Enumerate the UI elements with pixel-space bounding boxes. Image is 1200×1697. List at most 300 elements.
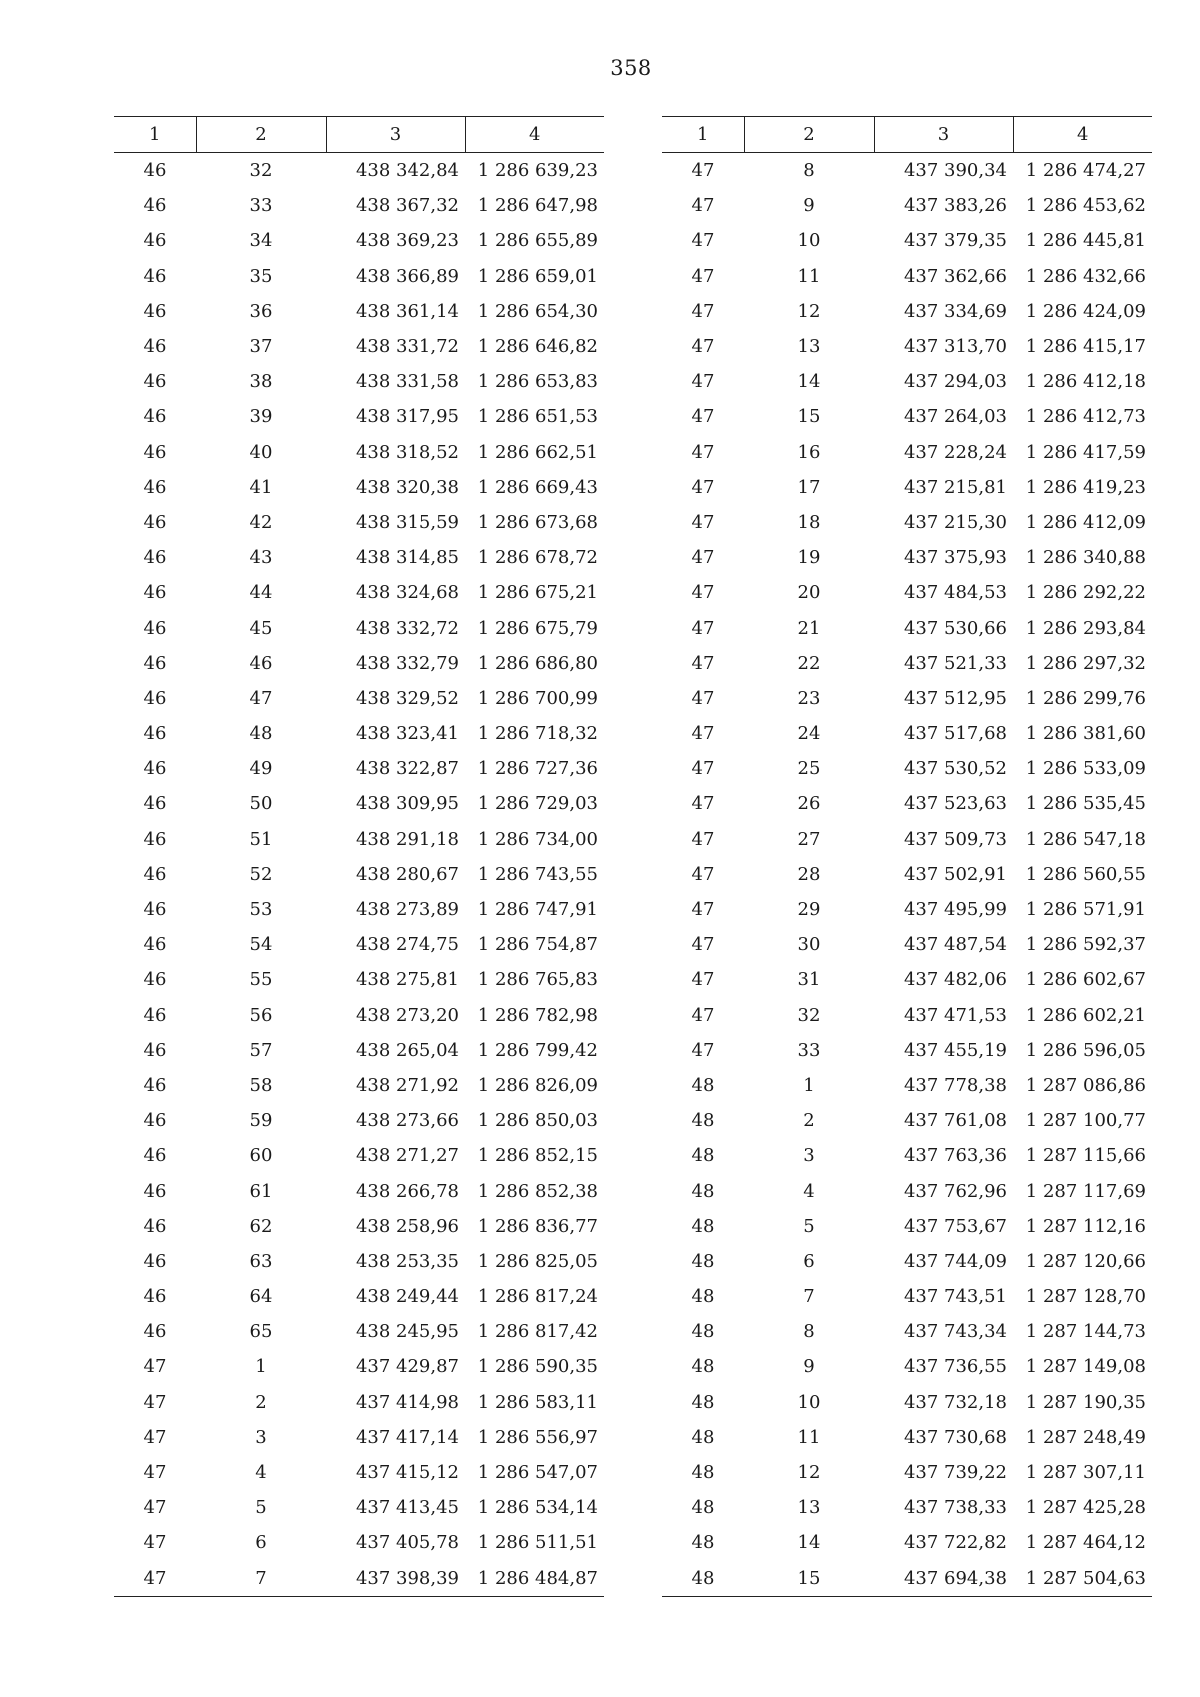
table-row <box>114 962 604 997</box>
cell-col-4: 1 286 651,53 <box>477 406 598 428</box>
cell-col-2: 25 <box>797 758 821 780</box>
cell-col-3: 437 743,34 <box>903 1321 1007 1343</box>
cell-col-4: 1 287 120,66 <box>1025 1250 1146 1272</box>
cell-col-3: 438 253,35 <box>355 1250 459 1272</box>
cell-col-2: 33 <box>797 1039 821 1061</box>
cell-col-2: 56 <box>249 1004 273 1026</box>
cell-col-4: 1 286 419,23 <box>1025 476 1146 498</box>
cell-col-2: 18 <box>797 511 821 533</box>
cell-col-2: 10 <box>797 1391 821 1413</box>
cell-col-1: 48 <box>691 1286 715 1308</box>
cell-col-2: 32 <box>797 1004 821 1026</box>
cell-col-1: 46 <box>143 934 167 956</box>
cell-col-4: 1 286 799,42 <box>477 1039 598 1061</box>
cell-col-1: 47 <box>691 476 715 498</box>
cell-col-1: 46 <box>143 160 167 182</box>
table-row <box>662 1349 1152 1384</box>
cell-col-2: 30 <box>797 934 821 956</box>
cell-col-3: 438 322,87 <box>355 758 459 780</box>
cell-col-3: 438 332,72 <box>355 617 459 639</box>
cell-col-3: 437 530,52 <box>903 758 1007 780</box>
cell-col-2: 43 <box>249 547 273 569</box>
table-row <box>662 1385 1152 1420</box>
cell-col-4: 1 287 190,35 <box>1025 1391 1146 1413</box>
cell-col-2: 27 <box>797 828 821 850</box>
cell-col-1: 48 <box>691 1145 715 1167</box>
cell-col-4: 1 286 817,42 <box>477 1321 598 1343</box>
cell-col-3: 438 342,84 <box>355 160 459 182</box>
table-row <box>114 1525 604 1560</box>
cell-col-1: 46 <box>143 1321 167 1343</box>
cell-col-4: 1 286 836,77 <box>477 1215 598 1237</box>
cell-col-3: 437 413,45 <box>355 1497 459 1519</box>
cell-col-4: 1 287 149,08 <box>1025 1356 1146 1378</box>
cell-col-4: 1 287 117,69 <box>1025 1180 1146 1202</box>
cell-col-1: 48 <box>691 1462 715 1484</box>
cell-col-1: 48 <box>691 1532 715 1554</box>
cell-col-4: 1 286 474,27 <box>1025 160 1146 182</box>
cell-col-3: 437 732,18 <box>903 1391 1007 1413</box>
cell-col-3: 437 215,81 <box>903 476 1007 498</box>
cell-col-1: 47 <box>691 793 715 815</box>
cell-col-2: 10 <box>797 230 821 252</box>
cell-col-2: 55 <box>249 969 273 991</box>
cell-col-4: 1 286 583,11 <box>477 1391 598 1413</box>
cell-col-3: 437 744,09 <box>903 1250 1007 1272</box>
cell-col-1: 48 <box>691 1250 715 1272</box>
column-header-4: 4 <box>465 117 604 153</box>
cell-col-2: 17 <box>797 476 821 498</box>
cell-col-3: 437 736,55 <box>903 1356 1007 1378</box>
table-row <box>662 364 1152 399</box>
table-row <box>662 892 1152 927</box>
cell-col-1: 46 <box>143 230 167 252</box>
cell-col-3: 437 523,63 <box>903 793 1007 815</box>
cell-col-2: 13 <box>797 1497 821 1519</box>
cell-col-2: 22 <box>797 652 821 674</box>
cell-col-1: 47 <box>691 336 715 358</box>
table-row <box>114 1033 604 1068</box>
cell-col-4: 1 286 655,89 <box>477 230 598 252</box>
page-number: 358 <box>610 56 652 80</box>
table-row <box>114 1455 604 1490</box>
cell-col-2: 19 <box>797 547 821 569</box>
cell-col-4: 1 286 415,17 <box>1025 336 1146 358</box>
table-row <box>662 399 1152 434</box>
table-row <box>662 1525 1152 1560</box>
cell-col-1: 46 <box>143 1004 167 1026</box>
cell-col-4: 1 286 297,32 <box>1025 652 1146 674</box>
cell-col-4: 1 286 639,23 <box>477 160 598 182</box>
cell-col-4: 1 286 412,73 <box>1025 406 1146 428</box>
column-header-4: 4 <box>1013 117 1152 153</box>
cell-col-3: 437 487,54 <box>903 934 1007 956</box>
coordinates-table-right <box>662 116 1152 1597</box>
cell-col-2: 48 <box>249 723 273 745</box>
cell-col-4: 1 286 417,59 <box>1025 441 1146 463</box>
coordinates-table-left <box>114 116 604 1597</box>
table-row <box>662 1068 1152 1103</box>
cell-col-3: 438 332,79 <box>355 652 459 674</box>
cell-col-1: 46 <box>143 371 167 393</box>
cell-col-4: 1 286 556,97 <box>477 1426 598 1448</box>
table-row <box>114 610 604 645</box>
table-row <box>114 646 604 681</box>
table-row <box>114 892 604 927</box>
cell-col-4: 1 287 464,12 <box>1025 1532 1146 1554</box>
cell-col-1: 47 <box>691 934 715 956</box>
cell-col-1: 48 <box>691 1391 715 1413</box>
cell-col-4: 1 287 425,28 <box>1025 1497 1146 1519</box>
cell-col-4: 1 286 533,09 <box>1025 758 1146 780</box>
cell-col-1: 46 <box>143 1145 167 1167</box>
table-row <box>662 329 1152 364</box>
column-header-1: 1 <box>697 124 709 145</box>
cell-col-1: 46 <box>143 687 167 709</box>
cell-col-2: 6 <box>803 1250 815 1272</box>
cell-col-4: 1 286 381,60 <box>1025 723 1146 745</box>
cell-col-2: 50 <box>249 793 273 815</box>
cell-col-4: 1 286 511,51 <box>477 1532 598 1554</box>
table-row <box>114 294 604 329</box>
table-row <box>662 1420 1152 1455</box>
table-row <box>662 259 1152 294</box>
cell-col-4: 1 286 592,37 <box>1025 934 1146 956</box>
cell-col-4: 1 286 653,83 <box>477 371 598 393</box>
table-row <box>662 610 1152 645</box>
cell-col-2: 24 <box>797 723 821 745</box>
cell-col-2: 33 <box>249 195 273 217</box>
table-row <box>662 1103 1152 1138</box>
cell-col-1: 48 <box>691 1356 715 1378</box>
table-row <box>662 1455 1152 1490</box>
cell-col-1: 46 <box>143 1039 167 1061</box>
cell-col-2: 1 <box>255 1356 267 1378</box>
cell-col-1: 47 <box>691 652 715 674</box>
cell-col-4: 1 286 825,05 <box>477 1250 598 1272</box>
cell-col-1: 47 <box>143 1391 167 1413</box>
table-row <box>662 927 1152 962</box>
cell-col-4: 1 286 747,91 <box>477 899 598 921</box>
cell-col-2: 15 <box>797 406 821 428</box>
table-row <box>662 857 1152 892</box>
cell-col-4: 1 287 112,16 <box>1025 1215 1146 1237</box>
cell-col-4: 1 286 727,36 <box>477 758 598 780</box>
table-row <box>662 470 1152 505</box>
table-row <box>114 1385 604 1420</box>
table-row <box>114 364 604 399</box>
cell-col-1: 47 <box>143 1426 167 1448</box>
cell-col-2: 6 <box>255 1532 267 1554</box>
cell-col-1: 47 <box>143 1532 167 1554</box>
table-body <box>114 153 604 1597</box>
cell-col-2: 58 <box>249 1074 273 1096</box>
cell-col-1: 48 <box>691 1074 715 1096</box>
cell-col-2: 60 <box>249 1145 273 1167</box>
cell-col-4: 1 286 340,88 <box>1025 547 1146 569</box>
cell-col-1: 46 <box>143 1110 167 1132</box>
cell-col-3: 438 318,52 <box>355 441 459 463</box>
cell-col-1: 46 <box>143 793 167 815</box>
cell-col-4: 1 286 445,81 <box>1025 230 1146 252</box>
table-row <box>662 1173 1152 1208</box>
table-row <box>662 294 1152 329</box>
cell-col-4: 1 286 662,51 <box>477 441 598 463</box>
cell-col-2: 41 <box>249 476 273 498</box>
cell-col-3: 437 761,08 <box>903 1110 1007 1132</box>
table-row <box>114 1279 604 1314</box>
cell-col-2: 4 <box>255 1462 267 1484</box>
cell-col-1: 47 <box>143 1356 167 1378</box>
cell-col-3: 437 383,26 <box>903 195 1007 217</box>
table-row <box>662 786 1152 821</box>
cell-col-3: 438 266,78 <box>355 1180 459 1202</box>
cell-col-4: 1 286 754,87 <box>477 934 598 956</box>
cell-col-1: 47 <box>143 1567 167 1589</box>
cell-col-1: 47 <box>691 1039 715 1061</box>
cell-col-4: 1 286 659,01 <box>477 265 598 287</box>
table-row <box>114 505 604 540</box>
cell-col-4: 1 286 654,30 <box>477 300 598 322</box>
cell-col-3: 438 331,58 <box>355 371 459 393</box>
table-row <box>114 1490 604 1525</box>
cell-col-2: 7 <box>803 1286 815 1308</box>
cell-col-2: 11 <box>797 265 821 287</box>
table-row <box>662 575 1152 610</box>
table-row <box>662 1138 1152 1173</box>
cell-col-2: 11 <box>797 1426 821 1448</box>
cell-col-4: 1 286 729,03 <box>477 793 598 815</box>
cell-col-4: 1 287 144,73 <box>1025 1321 1146 1343</box>
cell-col-3: 437 763,36 <box>903 1145 1007 1167</box>
cell-col-3: 437 778,38 <box>903 1074 1007 1096</box>
cell-col-4: 1 286 734,00 <box>477 828 598 850</box>
table-row <box>114 1173 604 1208</box>
cell-col-3: 437 405,78 <box>355 1532 459 1554</box>
cell-col-2: 2 <box>803 1110 815 1132</box>
cell-col-3: 438 275,81 <box>355 969 459 991</box>
cell-col-2: 53 <box>249 899 273 921</box>
table-row <box>662 646 1152 681</box>
cell-col-2: 23 <box>797 687 821 709</box>
cell-col-3: 437 743,51 <box>903 1286 1007 1308</box>
cell-col-1: 46 <box>143 723 167 745</box>
table-row <box>114 399 604 434</box>
cell-col-3: 437 730,68 <box>903 1426 1007 1448</box>
table-row <box>662 1244 1152 1279</box>
table-row <box>662 153 1152 189</box>
cell-col-3: 438 331,72 <box>355 336 459 358</box>
cell-col-2: 5 <box>255 1497 267 1519</box>
cell-col-4: 1 286 675,21 <box>477 582 598 604</box>
table-row <box>114 470 604 505</box>
table-row <box>662 998 1152 1033</box>
cell-col-4: 1 286 292,22 <box>1025 582 1146 604</box>
cell-col-3: 437 334,69 <box>903 300 1007 322</box>
cell-col-2: 16 <box>797 441 821 463</box>
cell-col-3: 437 228,24 <box>903 441 1007 463</box>
table-row <box>114 1420 604 1455</box>
cell-col-3: 437 509,73 <box>903 828 1007 850</box>
cell-col-2: 4 <box>803 1180 815 1202</box>
table-row <box>662 1279 1152 1314</box>
table-row <box>114 1349 604 1384</box>
table-row <box>114 1561 604 1597</box>
cell-col-1: 46 <box>143 1286 167 1308</box>
cell-col-2: 26 <box>797 793 821 815</box>
cell-col-2: 39 <box>249 406 273 428</box>
cell-col-2: 65 <box>249 1321 273 1343</box>
cell-col-3: 437 294,03 <box>903 371 1007 393</box>
cell-col-3: 437 753,67 <box>903 1215 1007 1237</box>
cell-col-3: 437 484,53 <box>903 582 1007 604</box>
table-row <box>114 329 604 364</box>
table-row <box>114 575 604 610</box>
cell-col-4: 1 286 547,18 <box>1025 828 1146 850</box>
table-row <box>114 1103 604 1138</box>
cell-col-3: 437 517,68 <box>903 723 1007 745</box>
cell-col-1: 46 <box>143 582 167 604</box>
cell-col-2: 21 <box>797 617 821 639</box>
cell-col-1: 46 <box>143 547 167 569</box>
table-row <box>662 1490 1152 1525</box>
table-row <box>114 1244 604 1279</box>
cell-col-4: 1 286 412,09 <box>1025 511 1146 533</box>
cell-col-1: 47 <box>691 758 715 780</box>
cell-col-2: 42 <box>249 511 273 533</box>
cell-col-2: 12 <box>797 1462 821 1484</box>
cell-col-3: 437 455,19 <box>903 1039 1007 1061</box>
column-header-2: 2 <box>744 117 874 153</box>
cell-col-1: 46 <box>143 265 167 287</box>
table-row <box>114 1068 604 1103</box>
cell-col-2: 49 <box>249 758 273 780</box>
cell-col-2: 44 <box>249 582 273 604</box>
cell-col-1: 46 <box>143 476 167 498</box>
cell-col-1: 48 <box>691 1426 715 1448</box>
cell-col-1: 47 <box>691 1004 715 1026</box>
cell-col-2: 7 <box>255 1567 267 1589</box>
cell-col-4: 1 286 647,98 <box>477 195 598 217</box>
cell-col-4: 1 287 086,86 <box>1025 1074 1146 1096</box>
cell-col-2: 59 <box>249 1110 273 1132</box>
table-row <box>114 223 604 258</box>
cell-col-3: 437 502,91 <box>903 863 1007 885</box>
table-row <box>114 716 604 751</box>
cell-col-1: 47 <box>691 863 715 885</box>
cell-col-3: 438 323,41 <box>355 723 459 745</box>
table-row <box>114 751 604 786</box>
cell-col-4: 1 286 817,24 <box>477 1286 598 1308</box>
cell-col-1: 46 <box>143 617 167 639</box>
cell-col-3: 437 739,22 <box>903 1462 1007 1484</box>
cell-col-3: 438 366,89 <box>355 265 459 287</box>
cell-col-2: 51 <box>249 828 273 850</box>
cell-col-3: 438 249,44 <box>355 1286 459 1308</box>
cell-col-4: 1 286 850,03 <box>477 1110 598 1132</box>
cell-col-1: 47 <box>691 441 715 463</box>
cell-col-4: 1 287 128,70 <box>1025 1286 1146 1308</box>
cell-col-4: 1 287 307,11 <box>1025 1462 1146 1484</box>
cell-col-4: 1 286 534,14 <box>477 1497 598 1519</box>
cell-col-1: 48 <box>691 1321 715 1343</box>
cell-col-1: 46 <box>143 336 167 358</box>
cell-col-1: 47 <box>691 265 715 287</box>
cell-col-1: 46 <box>143 863 167 885</box>
cell-col-2: 5 <box>803 1215 815 1237</box>
cell-col-2: 32 <box>249 160 273 182</box>
column-header-3: 3 <box>874 117 1013 153</box>
cell-col-3: 438 309,95 <box>355 793 459 815</box>
table-row <box>114 786 604 821</box>
cell-col-3: 438 324,68 <box>355 582 459 604</box>
cell-col-4: 1 286 675,79 <box>477 617 598 639</box>
cell-col-4: 1 286 596,05 <box>1025 1039 1146 1061</box>
cell-col-3: 438 291,18 <box>355 828 459 850</box>
cell-col-4: 1 286 571,91 <box>1025 899 1146 921</box>
cell-col-1: 47 <box>691 969 715 991</box>
cell-col-2: 54 <box>249 934 273 956</box>
cell-col-1: 46 <box>143 828 167 850</box>
cell-col-1: 47 <box>143 1462 167 1484</box>
table-row <box>662 540 1152 575</box>
cell-col-3: 438 258,96 <box>355 1215 459 1237</box>
cell-col-2: 52 <box>249 863 273 885</box>
cell-col-4: 1 286 765,83 <box>477 969 598 991</box>
cell-col-1: 47 <box>691 617 715 639</box>
cell-col-3: 437 390,34 <box>903 160 1007 182</box>
cell-col-4: 1 286 669,43 <box>477 476 598 498</box>
table-row <box>114 435 604 470</box>
cell-col-1: 46 <box>143 1250 167 1272</box>
cell-col-3: 437 264,03 <box>903 406 1007 428</box>
cell-col-3: 438 273,20 <box>355 1004 459 1026</box>
cell-col-3: 438 367,32 <box>355 195 459 217</box>
cell-col-2: 3 <box>803 1145 815 1167</box>
cell-col-1: 47 <box>691 371 715 393</box>
cell-col-3: 437 379,35 <box>903 230 1007 252</box>
cell-col-4: 1 286 673,68 <box>477 511 598 533</box>
cell-col-2: 63 <box>249 1250 273 1272</box>
cell-col-1: 47 <box>143 1497 167 1519</box>
cell-col-1: 47 <box>691 547 715 569</box>
table-row <box>662 822 1152 857</box>
cell-col-2: 8 <box>803 1321 815 1343</box>
cell-col-1: 47 <box>691 300 715 322</box>
cell-col-2: 35 <box>249 265 273 287</box>
cell-col-2: 61 <box>249 1180 273 1202</box>
cell-col-4: 1 286 826,09 <box>477 1074 598 1096</box>
cell-col-3: 437 762,96 <box>903 1180 1007 1202</box>
cell-col-1: 47 <box>691 723 715 745</box>
cell-col-1: 46 <box>143 300 167 322</box>
cell-col-1: 47 <box>691 828 715 850</box>
table-row <box>662 223 1152 258</box>
cell-col-3: 437 521,33 <box>903 652 1007 674</box>
cell-col-3: 438 273,89 <box>355 899 459 921</box>
cell-col-4: 1 286 782,98 <box>477 1004 598 1026</box>
cell-col-4: 1 286 852,38 <box>477 1180 598 1202</box>
cell-col-1: 46 <box>143 652 167 674</box>
cell-col-4: 1 286 852,15 <box>477 1145 598 1167</box>
cell-col-3: 438 274,75 <box>355 934 459 956</box>
cell-col-1: 47 <box>691 406 715 428</box>
cell-col-2: 57 <box>249 1039 273 1061</box>
cell-col-4: 1 286 432,66 <box>1025 265 1146 287</box>
cell-col-1: 47 <box>691 230 715 252</box>
cell-col-4: 1 286 646,82 <box>477 336 598 358</box>
table-row <box>114 259 604 294</box>
